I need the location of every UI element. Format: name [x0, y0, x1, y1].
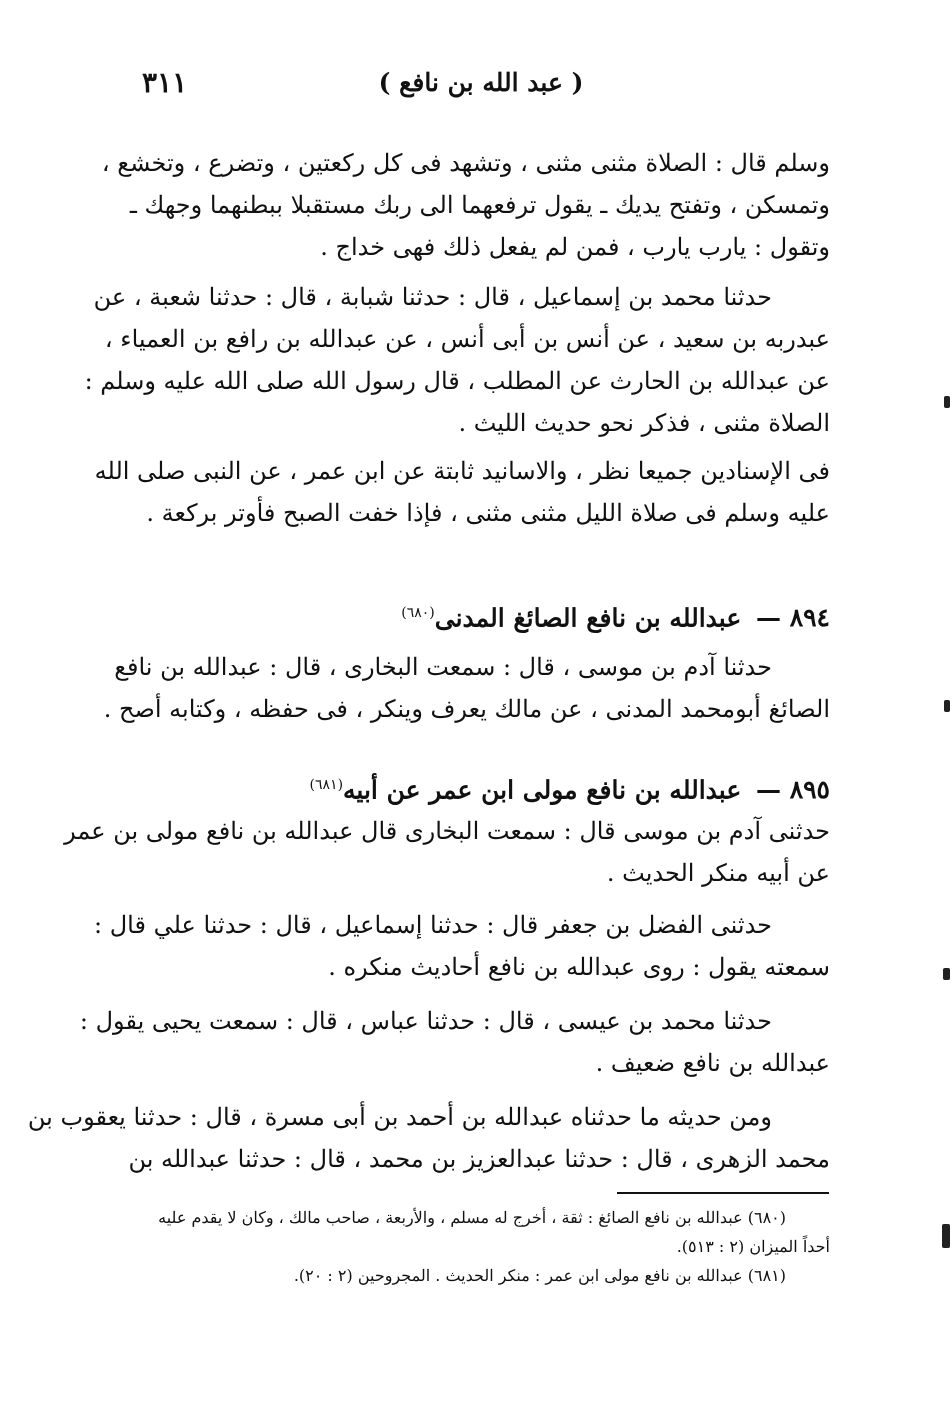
paragraph: [94, 450, 830, 534]
text-line: حدثنا محمد بن عيسى ، قال : حدثنا عباس ، قال : سمعت يحيى يقول :: [79, 1007, 772, 1035]
text-line: عبدربه بن سعيد ، عن أنس بن أبى أنس ، عن عبدالله بن رافع بن العمياء ،: [104, 325, 830, 353]
paragraph: [94, 904, 830, 988]
running-title: ( عبد الله بن نافع ): [378, 68, 584, 97]
text-line: الصائغ أبومحمد المدنى ، عن مالك يعرف وينكر ، فى حفظه ، وكتابه أصح .: [103, 695, 830, 723]
text-line: حدثنا محمد بن إسماعيل ، قال : حدثنا شبابة ، قال : حدثنا شعبة ، عن: [93, 283, 772, 311]
entry-title: عبدالله بن نافع مولى ابن عمر عن أبيه: [343, 775, 742, 805]
scan-speck: [944, 700, 950, 712]
footnote-ref: (٦٨١): [309, 777, 344, 793]
text-line: عن عبدالله بن الحارث عن المطلب ، قال رسول الله صلى الله عليه وسلم :: [84, 367, 830, 395]
text-line: فى الإسنادين جميعا نظر ، والاسانيد ثابتة عن ابن عمر ، عن النبى صلى الله: [94, 457, 830, 485]
text-line: حدثنى الفضل بن جعفر قال : حدثنا إسماعيل ، قال : حدثنا علي قال :: [94, 911, 772, 939]
text-line: محمد الزهرى ، قال : حدثنا عبدالعزيز بن محمد ، قال : حدثنا عبدالله بن: [128, 1145, 830, 1173]
text-line: وسلم قال : الصلاة مثنى مثنى ، وتشهد فى كل ركعتين ، وتضرع ، وتخشع ،: [101, 149, 830, 177]
text-line: سمعته يقول : روى عبدالله بن نافع أحاديث منكره .: [328, 953, 830, 981]
entry-text: [103, 646, 830, 730]
entry-heading-894: [136, 592, 830, 634]
paragraph: [84, 276, 830, 444]
entry-heading-895: [136, 764, 830, 806]
text-line: ومن حديثه ما حدثناه عبدالله بن أحمد بن أبى مسرة ، قال : حدثنا يعقوب بن: [27, 1103, 772, 1131]
entry-title: عبدالله بن نافع الصائغ المدنى: [434, 603, 742, 633]
footnote-line: (٦٨١) عبدالله بن نافع مولى ابن عمر : منكر الحديث . المجروحين (٢ : ٢٠).: [293, 1266, 786, 1285]
text-line: حدثنى آدم بن موسى قال : سمعت البخارى قال عبدالله بن نافع مولى بن عمر: [64, 817, 830, 845]
entry-text: [64, 810, 830, 894]
footnote-ref: (٦٨٠): [401, 605, 435, 621]
text-line: وتمسكن ، وتفتح يديك ـ يقول ترفعهما الى ربك مستقبلا ببطنهما وجهك ـ: [129, 191, 830, 219]
scan-speck: [943, 968, 950, 980]
scan-speck: [942, 1224, 950, 1248]
text-line: حدثنا آدم بن موسى ، قال : سمعت البخارى ، قال : عبدالله بن نافع: [114, 653, 772, 681]
page-header: [136, 66, 826, 110]
text-line: الصلاة مثنى ، فذكر نحو حديث الليث .: [458, 409, 830, 437]
entry-number: ٨٩٤ —: [755, 603, 830, 633]
paragraph: [101, 142, 830, 268]
page-number: ٣١١: [142, 66, 188, 99]
paragraph: [27, 1096, 830, 1180]
text-line: عبدالله بن نافع ضعيف .: [595, 1049, 830, 1077]
footnotes: [136, 1203, 830, 1290]
entry-number: ٨٩٥ —: [755, 775, 830, 805]
footnote-line: (٦٨٠) عبدالله بن نافع الصائغ : ثقة ، أخرج له مسلم ، والأربعة ، صاحب مالك ، وكان لا يقدم عليه: [158, 1208, 786, 1227]
text-line: عن أبيه منكر الحديث .: [606, 859, 830, 887]
paragraph: [79, 1000, 830, 1084]
footnote-separator: [617, 1192, 829, 1194]
text-line: عليه وسلم فى صلاة الليل مثنى مثنى ، فإذا خفت الصبح فأوتر بركعة .: [146, 499, 830, 527]
footnote-line: أحداً الميزان (٢ : ٥١٣).: [676, 1237, 830, 1256]
text-line: وتقول : يارب يارب ، فمن لم يفعل ذلك فهى خداج .: [320, 233, 830, 261]
scan-speck: [944, 396, 950, 408]
